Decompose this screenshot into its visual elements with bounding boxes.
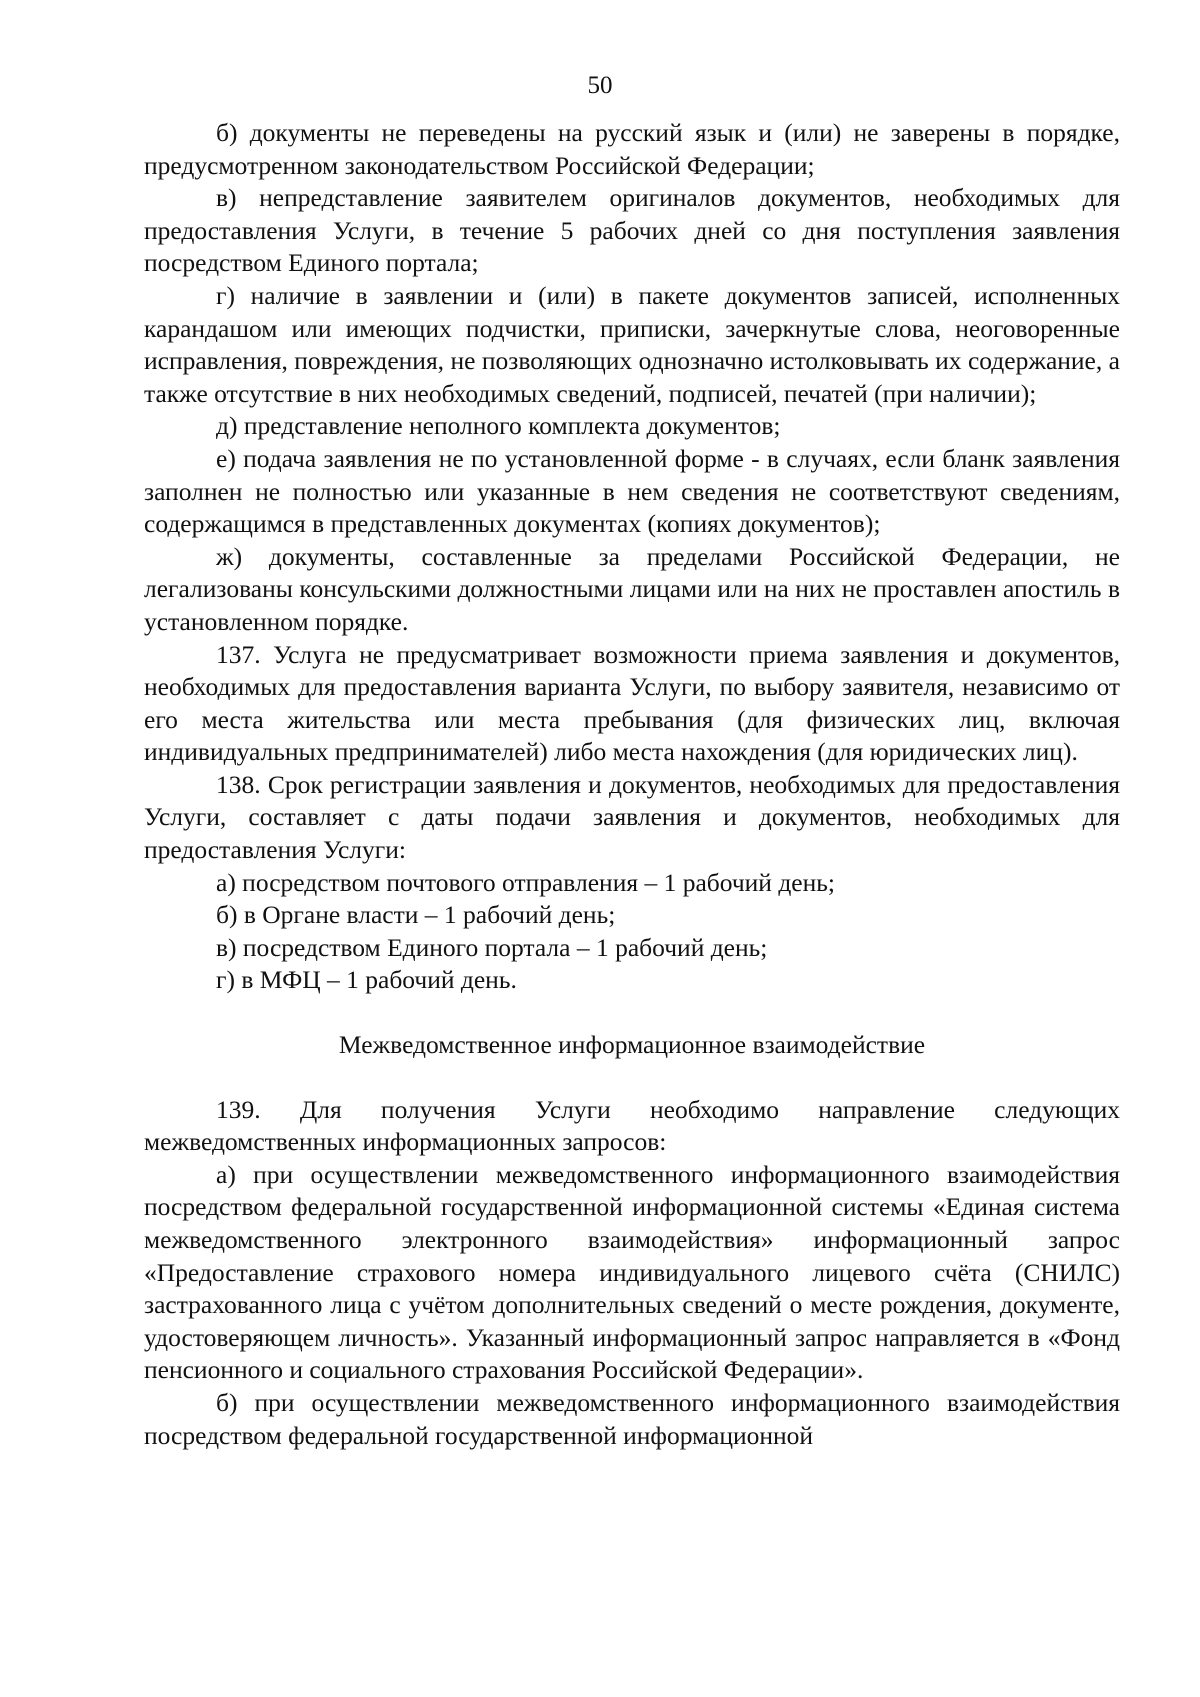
paragraph-139-a: а) при осуществлении межведомственного информационного взаимодействия посредством федеральной государственной информационной системы «Единая система межведомственного электронного взаимодействия» информационный запрос «Предоставление страхового номера индивидуального лицевого счёта (СНИЛС) застрахованного лица с учётом дополнительных сведений о месте рождения, документе, удостоверяющем личность». Указанный информационный запрос направляется в «Фонд пенсионного и социального страхования Российской Федерации». — [144, 1159, 1120, 1385]
paragraph-138-b: б) в Органе власти – 1 рабочий день; — [216, 900, 616, 930]
paragraph-138-a: а) посредством почтового отправления – 1 рабочий день; — [216, 867, 835, 897]
paragraph-139: 139. Для получения Услуги необходимо направление следующих межведомственных информационных запросов: — [144, 1094, 1120, 1157]
paragraph-e-form: е) подача заявления не по установленной форме - в случаях, если бланк заявления заполнен не полностью или указанные в нем сведения не соответствуют сведениям, содержащимся в представленных документах (копиях документов); — [144, 443, 1120, 539]
paragraph-g-corrections: г) наличие в заявлении и (или) в пакете документов записей, исполненных карандашом или имеющих подчистки, приписки, зачеркнутые слова, неоговоренные исправления, повреждения, не позволяющих однозначно истолковывать их содержание, а также отсутствие в них необходимых сведений, подписей, печатей (при наличии); — [144, 280, 1120, 408]
document-body — [144, 117, 1120, 1452]
paragraph-zh-legalization: ж) документы, составленные за пределами Российской Федерации, не легализованы консульскими должностными лицами или на них не проставлен апостиль в установленном порядке. — [144, 541, 1120, 636]
paragraph-v-originals: в) непредставление заявителем оригиналов документов, необходимых для предоставления Услуги, в течение 5 рабочих дней со дня поступления заявления посредством Единого портала; — [144, 183, 1120, 278]
paragraph-b-translation: б) документы не переведены на русский язык и (или) не заверены в порядке, предусмотренном законодательством Российской Федерации; — [144, 118, 1120, 180]
section-title: Межведомственное информационное взаимодействие — [338, 1030, 926, 1060]
page-number: 50 — [587, 72, 613, 99]
paragraph-138-g: г) в МФЦ – 1 рабочий день. — [216, 965, 517, 995]
paragraph-137: 137. Услуга не предусматривает возможности приема заявления и документов, необходимых для предоставления варианта Услуги, по выбору заявителя, независимо от его места жительства или места пребывания (для физических лиц, включая индивидуальных предпринимателей) либо места нахождения (для юридических лиц). — [144, 639, 1120, 767]
paragraph-138-v: в) посредством Единого портала – 1 рабочий день; — [216, 932, 768, 962]
paragraph-139-b: б) при осуществлении межведомственного информационного взаимодействия посредством федеральной государственной информационной — [144, 1387, 1120, 1450]
paragraph-138: 138. Срок регистрации заявления и документов, необходимых для предоставления Услуги, составляет с даты подачи заявления и документов, необходимых для предоставления Услуги: — [144, 769, 1120, 865]
paragraph-d-incomplete: д) представление неполного комплекта документов; — [216, 411, 781, 441]
